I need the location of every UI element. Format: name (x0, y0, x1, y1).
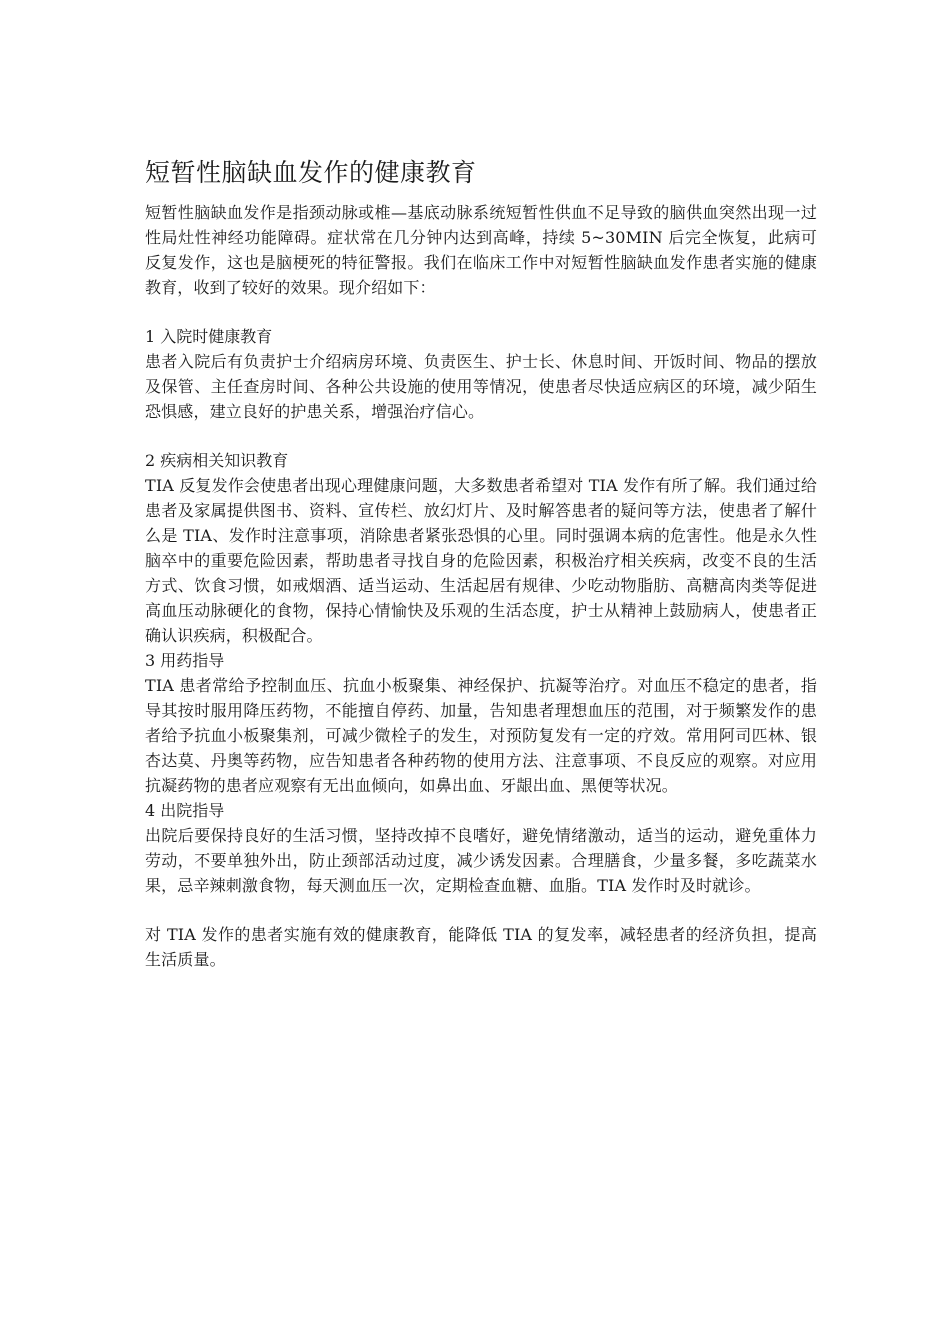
document-title: 短暂性脑缺血发作的健康教育 (145, 158, 477, 187)
spacer (145, 424, 817, 448)
intro-paragraph: 短暂性脑缺血发作是指颈动脉或椎—基底动脉系统短暂性供血不足导致的脑供血突然出现一过性局灶性神经功能障碍。症状常在几分钟内达到高峰，持续 5~30MIN 后完全恢复，此病可反复发作，这也是脑梗死的特征警报。我们在临床工作中对短暂性脑缺血发作患者实施的健康教育，收到了较好的效果。现介绍如下： (145, 203, 817, 297)
section-body-discharge: 出院后要保持良好的生活习惯，坚持改掉不良嗜好，避免情绪激动，适当的运动，避免重体力劳动，不要单独外出，防止颈部活动过度，减少诱发因素。合理膳食，少量多餐，多吃蔬菜水果，忌辛辣刺激食物，每天测血压一次，定期检查血糖、血脂。TIA 发作时及时就诊。 (145, 826, 817, 895)
spacer (145, 300, 817, 324)
spacer (145, 898, 817, 922)
section-body-admission: 患者入院后有负责护士介绍病房环境、负责医生、护士长、休息时间、开饭时间、物品的摆放及保管、主任查房时间、各种公共设施的使用等情况，使患者尽快适应病区的环境，减少陌生恐惧感，建立良好的护患关系，增强治疗信心。 (145, 352, 817, 421)
conclusion-paragraph: 对 TIA 发作的患者实施有效的健康教育，能降低 TIA 的复发率，减轻患者的经济负担，提高生活质量。 (145, 925, 817, 969)
document-page (145, 155, 817, 972)
section-heading-admission: 1 入院时健康教育 (145, 327, 273, 346)
section-body-medication: TIA 患者常给予控制血压、抗血小板聚集、神经保护、抗凝等治疗。对血压不稳定的患者，指导其按时服用降压药物，不能擅自停药、加量，告知患者理想血压的范围，对于频繁发作的患者给予抗血小板聚集剂，可减少微栓子的发生，对预防复发有一定的疗效。常用阿司匹林、银杏达莫、丹奥等药物，应告知患者各种药物的使用方法、注意事项、不良反应的观察。对应用抗凝药物的患者应观察有无出血倾向，如鼻出血、牙龈出血、黑便等状况。 (145, 676, 817, 795)
section-body-disease-knowledge: TIA 反复发作会使患者出现心理健康问题，大多数患者希望对 TIA 发作有所了解。我们通过给患者及家属提供图书、资料、宣传栏、放幻灯片、及时解答患者的疑问等方法，使患者了解什么是 TIA、发作时注意事项，消除患者紧张恐惧的心里。同时强调本病的危害性。他是永久性脑卒中的重要危险因素，帮助患者寻找自身的危险因素，积极治疗相关疾病，改变不良的生活方式、饮食习惯，如戒烟酒、适当运动、生活起居有规律、少吃动物脂肪、高糖高肉类等促进高血压动脉硬化的食物，保持心情愉快及乐观的生活态度，护士从精神上鼓励病人，使患者正确认识疾病，积极配合。 (145, 476, 817, 645)
section-heading-medication: 3 用药指导 (145, 651, 225, 670)
section-heading-discharge: 4 出院指导 (145, 801, 225, 820)
section-heading-disease-knowledge: 2 疾病相关知识教育 (145, 451, 289, 470)
